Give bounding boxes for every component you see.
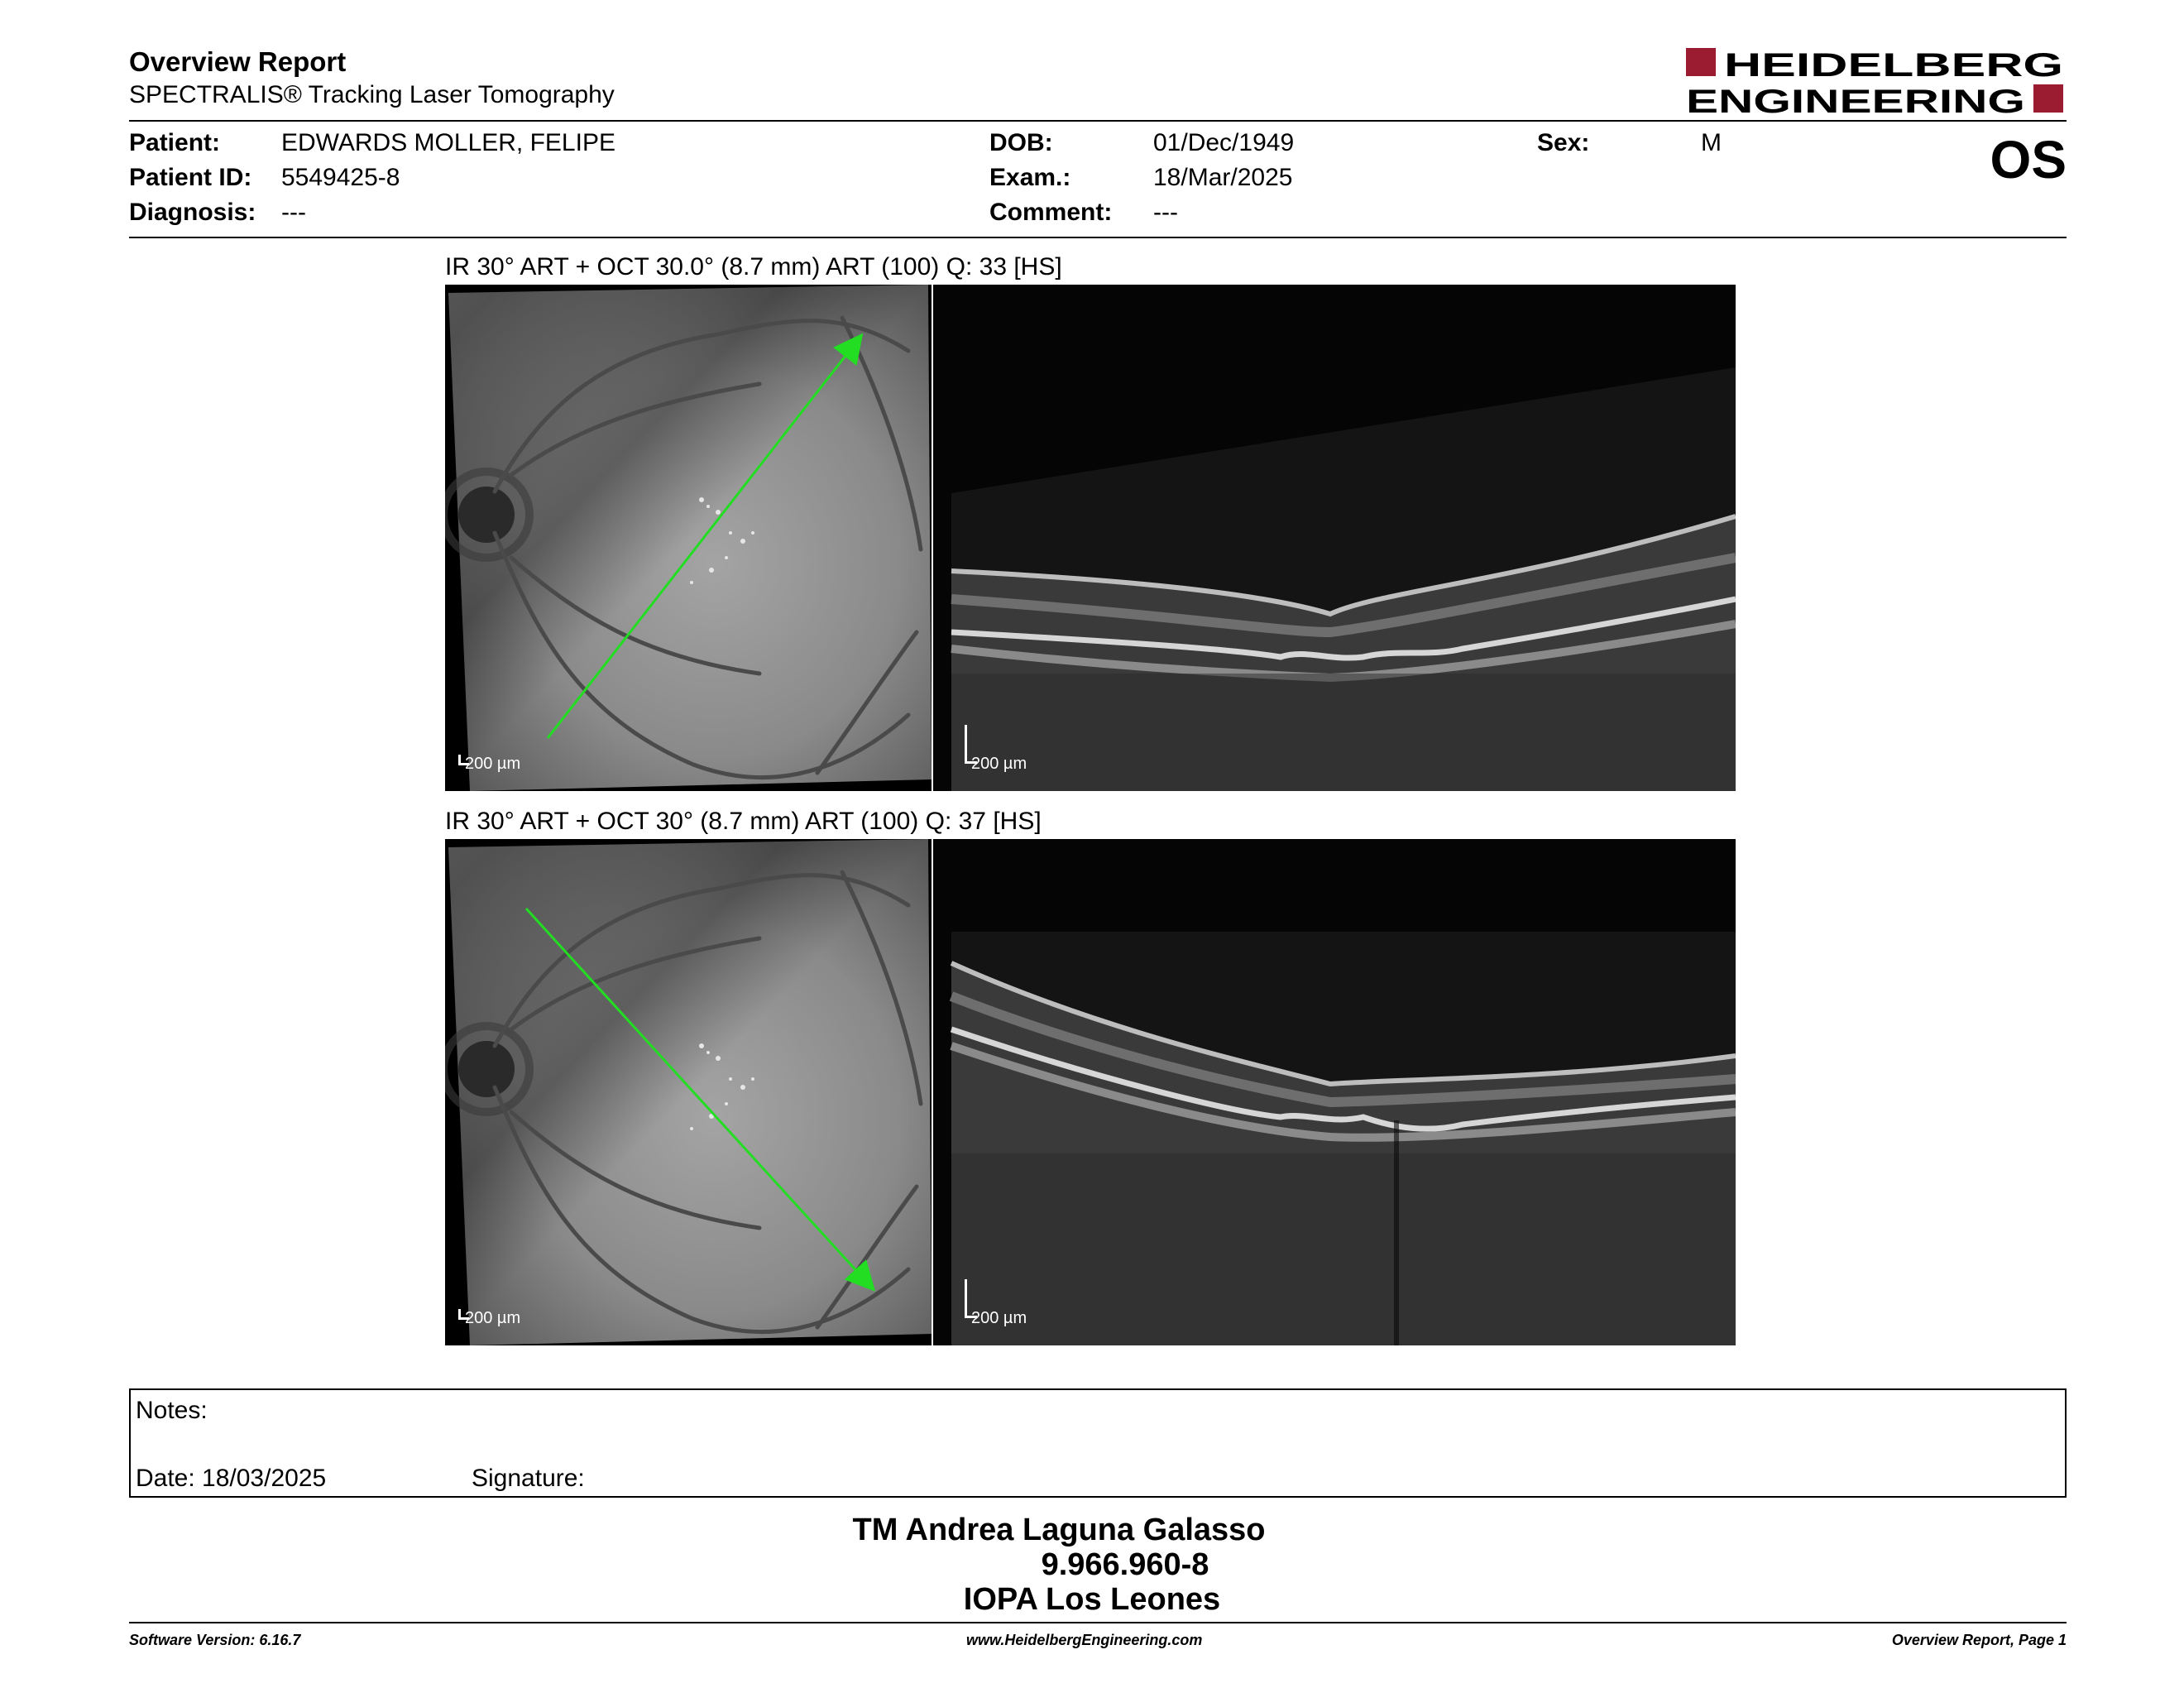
scan-1-oct-scale: 200 µm [971,755,1027,773]
software-version: Software Version: 6.16.7 [129,1632,301,1648]
page-number: Overview Report, Page 1 [1891,1632,2067,1648]
scan-1-oct-bscan [933,285,1736,791]
notes-date: Date: 18/03/2025 [136,1465,327,1492]
notes-box [129,1388,2067,1498]
dob-value: 01/Dec/1949 [1153,129,1295,156]
scan-2-fundus-scale: 200 µm [465,1309,521,1327]
footer-divider [129,1622,2067,1623]
signer-id: 9.966.960-8 [1041,1547,1209,1582]
exam-value: 18/Mar/2025 [1153,164,1293,191]
report-subtitle: SPECTRALIS® Tracking Laser Tomography [129,81,615,108]
signer-institution: IOPA Los Leones [963,1582,1221,1617]
svg-text:ENGINEERING: ENGINEERING [1686,84,2025,116]
scan-2-oct-bscan [933,839,1736,1345]
heidelberg-engineering-logo [1686,46,2067,116]
scan-2-title: IR 30° ART + OCT 30° (8.7 mm) ART (100) Q: 37 [HS] [445,808,1042,835]
signer-name: TM Andrea Laguna Galasso [852,1513,1266,1547]
signature-label: Signature: [472,1465,585,1492]
comment-value: --- [1153,199,1178,226]
eye-indicator: OS [1990,130,2067,189]
scan-1-title: IR 30° ART + OCT 30.0° (8.7 mm) ART (100) Q: 33 [HS] [445,253,1062,281]
scan-2-fundus-image [445,839,932,1345]
scan-1-fundus-image [445,285,932,791]
dob-label: DOB: [989,129,1053,156]
sex-value: M [1701,129,1722,156]
exam-label: Exam.: [989,164,1071,191]
diagnosis-label: Diagnosis: [129,199,256,226]
svg-text:HEIDELBERG: HEIDELBERG [1724,47,2063,84]
patient-label: Patient: [129,129,221,156]
patient-name: EDWARDS MOLLER, FELIPE [281,129,615,156]
header-divider [129,120,2067,122]
sex-label: Sex: [1537,129,1590,156]
patient-divider [129,237,2067,238]
website-link[interactable]: www.HeidelbergEngineering.com [966,1632,1203,1648]
scan-2-oct-scale: 200 µm [971,1309,1027,1327]
scan-1-fundus-scale: 200 µm [465,755,521,773]
patient-id-label: Patient ID: [129,164,252,191]
comment-label: Comment: [989,199,1113,226]
patient-id-value: 5549425-8 [281,164,400,191]
report-title: Overview Report [129,46,347,77]
notes-label: Notes: [136,1397,208,1424]
diagnosis-value: --- [281,199,306,226]
